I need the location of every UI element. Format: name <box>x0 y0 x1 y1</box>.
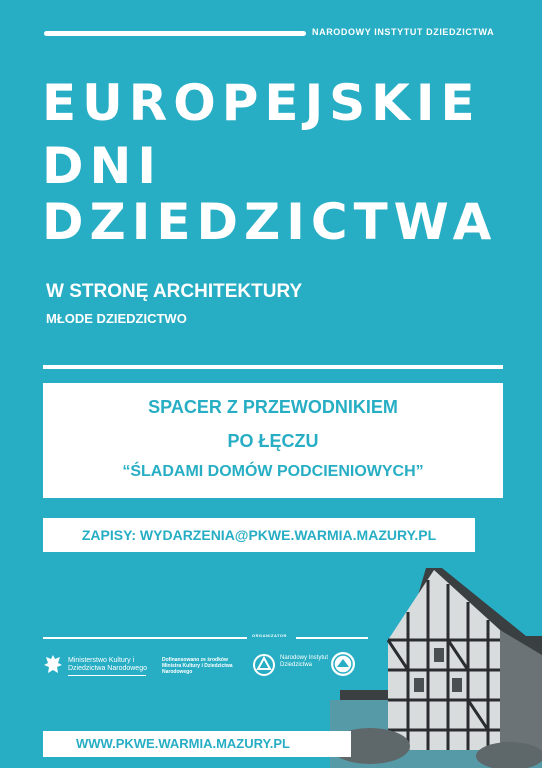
event-line-2: PO ŁĘCZU <box>227 431 319 451</box>
top-rule <box>44 31 306 36</box>
funding-note: Dofinansowano ze środków Ministra Kultury i Dziedzictwa Narodowego <box>162 657 233 675</box>
ministry-underline <box>68 675 146 676</box>
divider <box>43 365 503 369</box>
website-link[interactable]: WWW.PKWE.WARMIA.MAZURY.PL <box>43 731 351 757</box>
theme-title: W STRONĘ ARCHITEKTURY <box>46 281 303 302</box>
organizer-label: ORGANIZATOR <box>252 633 287 638</box>
house-photo <box>330 560 542 768</box>
eagle-emblem-icon <box>43 653 63 677</box>
event-line-3: “ŚLADAMI DOMÓW PODCIENIOWYCH” <box>122 463 424 480</box>
title-line-2: DNI <box>42 137 162 195</box>
pkwe-logo-icon <box>330 651 356 677</box>
signup-email-link[interactable]: ZAPISY: WYDARZENIA@PKWE.WARMIA.MAZURY.PL <box>43 518 475 552</box>
institute-name: Narodowy Instytut Dziedzictwa <box>280 655 329 668</box>
sponsor-rule-left <box>43 637 247 639</box>
event-line-1: SPACER Z PRZEWODNIKIEM <box>148 397 398 417</box>
header-organization: NARODOWY INSTYTUT DZIEDZICTWA <box>312 27 495 37</box>
title-line-1: EUROPEJSKIE <box>42 74 481 132</box>
event-box <box>43 383 503 498</box>
nid-logo-icon <box>252 653 276 677</box>
ministry-name: Ministerstwo Kultury i Dziedzictwa Narodowego <box>68 657 147 672</box>
sponsor-rule-right <box>296 637 368 639</box>
theme-subtitle: MŁODE DZIEDZICTWO <box>46 311 187 326</box>
title-line-3: DZIEDZICTWA <box>42 193 498 251</box>
